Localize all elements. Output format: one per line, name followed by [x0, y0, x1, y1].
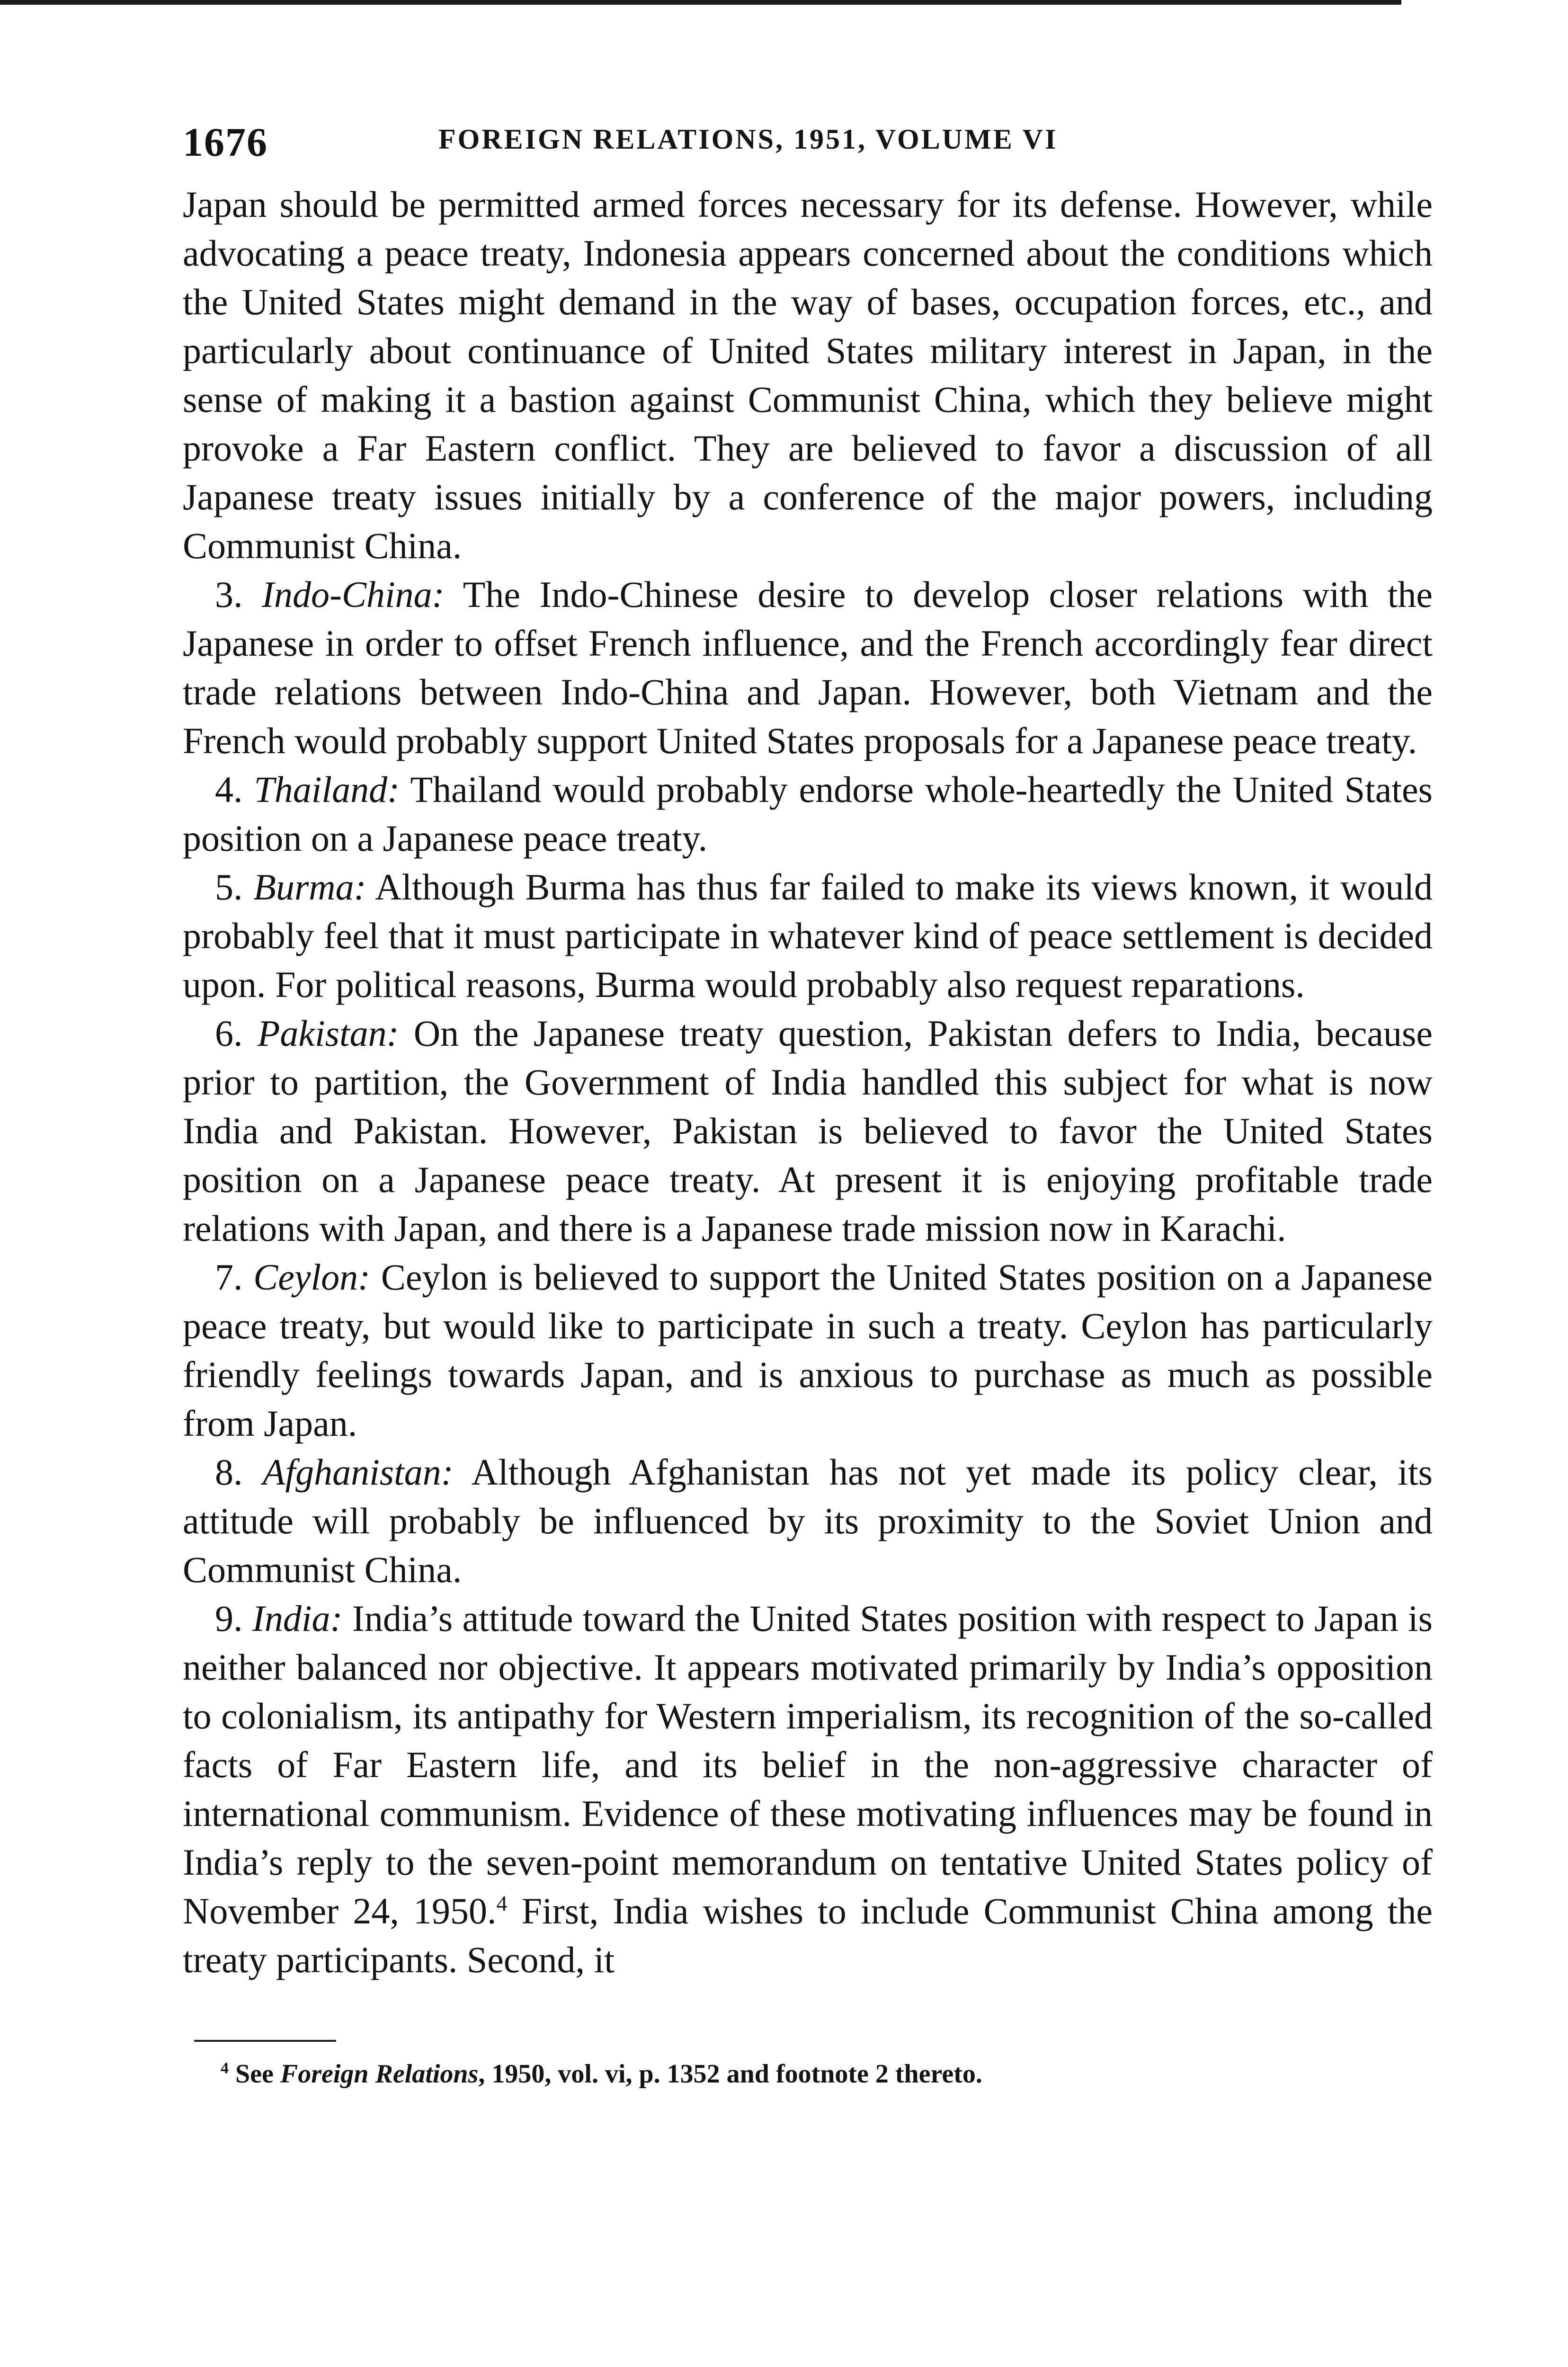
body-text	[183, 180, 1433, 1984]
paragraph-heading: Thailand:	[254, 769, 400, 810]
paragraph-number: 4.	[215, 769, 254, 810]
paragraph-text: India’s attitude toward the United States position with respect to Japan is neither balanced nor objective. It appears motivated primarily by India’s opposition to colonialism, its antipathy for Western imperialism, its recognition of the so-called facts of Far Eastern life, and its belief in the non-aggressive character of international communism. Evidence of these motivating influences may be found in India’s reply to the seven-point memorandum on tentative United States policy of November 24, 1950.	[183, 1598, 1433, 1931]
paragraph-indo-china	[183, 570, 1433, 765]
paragraph-text: Ceylon is believed to support the United States position on a Japanese peace treaty, but would like to participate in such a treaty. Ceylon has particularly friendly feelings towards Japan, and is anxious to purchase as much as possible from Japan.	[183, 1256, 1433, 1444]
paragraph-text: Thailand would probably endorse whole-heartedly the United States position on a Japanese peace treaty.	[183, 769, 1433, 859]
footnote-divider	[194, 2040, 336, 2042]
footnote-marker: 4	[221, 2059, 229, 2077]
running-title: FOREIGN RELATIONS, 1951, VOLUME VI	[438, 124, 1058, 155]
running-head	[183, 109, 1433, 180]
paragraph-text: On the Japanese treaty question, Pakistan defers to India, because prior to partition, the Government of India handled this subject for what is now India and Pakistan. However, Pakistan is believed to favor the United States position on a Japanese peace treaty. At present it is enjoying profitable trade relations with Japan, and there is a Japanese trade mission now in Karachi.	[183, 1013, 1433, 1249]
paragraph-heading: Afghanistan:	[262, 1451, 454, 1493]
top-rule	[0, 0, 1401, 5]
paragraph-burma	[183, 863, 1433, 1009]
paragraph-number: 5.	[215, 866, 254, 908]
page-number: 1676	[183, 119, 268, 165]
paragraph-number: 9.	[215, 1598, 252, 1639]
footnote-reference[interactable]: 4	[496, 1891, 508, 1915]
paragraph-indonesia-continued	[183, 180, 1433, 570]
paragraph-heading: Burma:	[253, 866, 366, 908]
document-page	[183, 109, 1433, 2091]
paragraph-text: Japan should be permitted armed forces necessary for its defense. However, while advocating a peace treaty, Indonesia appears concerned about the conditions which the United States might demand in the way of bases, occupation forces, etc., and particularly about continuance of United States military interest in Japan, in the sense of making it a bastion against Communist China, which they believe might provoke a Far Eastern conflict. They are believed to favor a discussion of all Japanese treaty issues initially by a conference of the major powers, including Communist China.	[183, 184, 1433, 566]
paragraph-ceylon	[183, 1253, 1433, 1448]
paragraph-thailand	[183, 765, 1433, 863]
paragraph-number: 6.	[215, 1013, 258, 1054]
paragraph-text-continued: First, India wishes to include Communist China among the treaty participants. Second, it	[183, 1890, 1433, 1980]
paragraph-number: 3.	[215, 574, 262, 615]
paragraph-number: 8.	[215, 1451, 263, 1493]
paragraph-text: The Indo-Chinese desire to develop closer relations with the Japanese in order to offset French influence, and the French accordingly fear direct trade relations between Indo-China and Japan. However, both Vietnam and the French would probably support United States proposals for a Japanese peace treaty.	[183, 574, 1433, 761]
footnote	[183, 2057, 1433, 2091]
paragraph-heading: India:	[252, 1598, 343, 1639]
paragraph-heading: Ceylon:	[253, 1256, 371, 1298]
paragraph-afghanistan	[183, 1448, 1433, 1594]
paragraph-pakistan	[183, 1009, 1433, 1253]
paragraph-heading: Pakistan:	[257, 1013, 399, 1054]
footnote-prefix: See	[229, 2059, 280, 2089]
footnote-citation: , 1950, vol. vi, p. 1352 and footnote 2 thereto.	[478, 2059, 982, 2089]
paragraph-number: 7.	[215, 1256, 254, 1298]
paragraph-text: Although Burma has thus far failed to make its views known, it would probably feel that it must participate in whatever kind of peace settlement is decided upon. For political reasons, Burma would probably also request reparations.	[183, 866, 1433, 1005]
paragraph-india	[183, 1594, 1433, 1984]
footnote-source-title: Foreign Relations	[280, 2059, 479, 2089]
paragraph-heading: Indo-China:	[262, 574, 445, 615]
paragraph-text: Although Afghanistan has not yet made its policy clear, its attitude will probably be influenced by its proximity to the Soviet Union and Communist China.	[183, 1451, 1433, 1590]
